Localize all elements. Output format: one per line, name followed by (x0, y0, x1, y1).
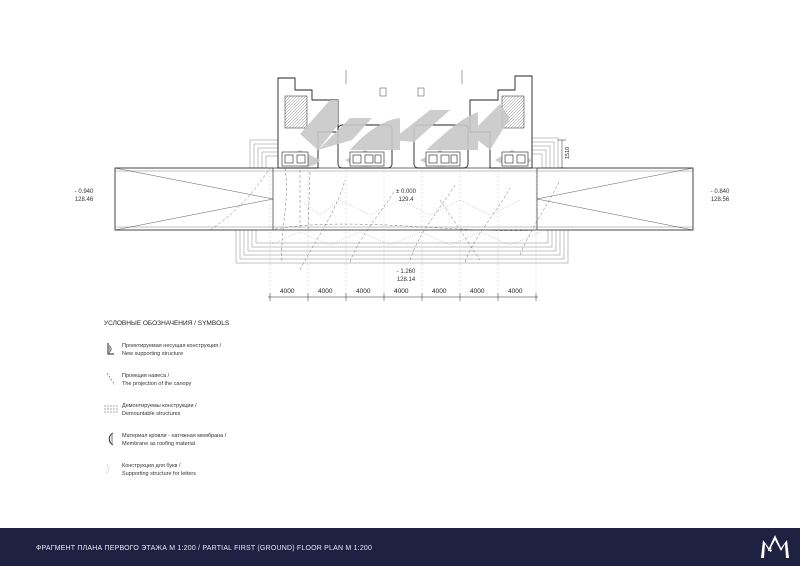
dimension-span: 4000 (280, 288, 295, 295)
legend-item-demountable (104, 402, 364, 430)
legend-title: УСЛОВНЫЕ ОБОЗНАЧЕНИЯ / SYMBOLS (104, 320, 230, 327)
legend-item-en: Membrane as roofing material (122, 441, 196, 447)
legend-item-en: Supporting structure for letters (122, 471, 196, 477)
legend-item-en: The projection of the canopy (122, 381, 192, 387)
elevation-center-level: ± 0.000 (396, 189, 416, 195)
terrace-steps-bottom (236, 230, 568, 263)
elevation-center (386, 188, 426, 204)
top-marks (346, 70, 462, 96)
column-modules (282, 152, 528, 166)
legend-item-en: New supporting structure (122, 351, 184, 357)
elevation-bottom-abs: 128.14 (396, 277, 416, 283)
supporting-structure-icon (104, 342, 118, 356)
elevation-left-level: - 0.940 (74, 189, 94, 195)
legend-item-ru: Демонтируемы конструкции / (122, 403, 197, 409)
legend-item-ru: Проектируемая несущая конструкция / (122, 343, 222, 349)
legend-item-en: Demountable structures (122, 411, 181, 417)
elevation-bottom-level: - 1.260 (396, 269, 416, 275)
dimension-span: 4000 (394, 288, 409, 295)
footer-title: ФРАГМЕНТ ПЛАНА ПЕРВОГО ЭТАЖА М 1:200 / PARTIAL FIRST (GROUND) FLOOR PLAN М 1:200 (36, 545, 373, 552)
dimension-span: 4000 (432, 288, 447, 295)
elevation-center-abs: 129.4 (398, 197, 414, 203)
footer-bar (0, 528, 800, 566)
legend (104, 320, 404, 477)
legend-item-ru: Конструкция для букв / (122, 463, 181, 469)
elevation-left (64, 188, 104, 204)
elevation-right-abs: 128.56 (710, 197, 730, 203)
elevation-bottom (386, 268, 426, 284)
dimension-span: 4000 (318, 288, 333, 295)
elevation-left-abs: 128.46 (74, 197, 94, 203)
dimension-span: 4000 (508, 288, 523, 295)
canopy-shading (285, 100, 532, 167)
demountable-structure-icon (104, 402, 118, 416)
dimension-vertical: 1510 (565, 146, 572, 160)
canopy-projection (210, 168, 560, 270)
legend-item-ru: Материал кровли - натяжная мембрана / (122, 433, 227, 439)
page-number: 4 (768, 547, 772, 554)
membrane-icon (104, 432, 118, 446)
dimension-span: 4000 (356, 288, 371, 295)
legend-item-supporting (104, 342, 364, 370)
legend-item-canopy (104, 372, 364, 400)
canopy-projection-icon (104, 372, 118, 386)
letter-structures (270, 200, 540, 245)
legend-item-letters (104, 462, 364, 490)
letters-structure-icon (104, 462, 118, 476)
dimension-span: 4000 (470, 288, 485, 295)
legend-item-ru: Проекция навеса / (122, 373, 170, 379)
legend-item-membrane (104, 432, 364, 460)
crown-icon (758, 532, 792, 562)
elevation-right (700, 188, 740, 204)
elevation-right-level: - 0.840 (710, 189, 730, 195)
